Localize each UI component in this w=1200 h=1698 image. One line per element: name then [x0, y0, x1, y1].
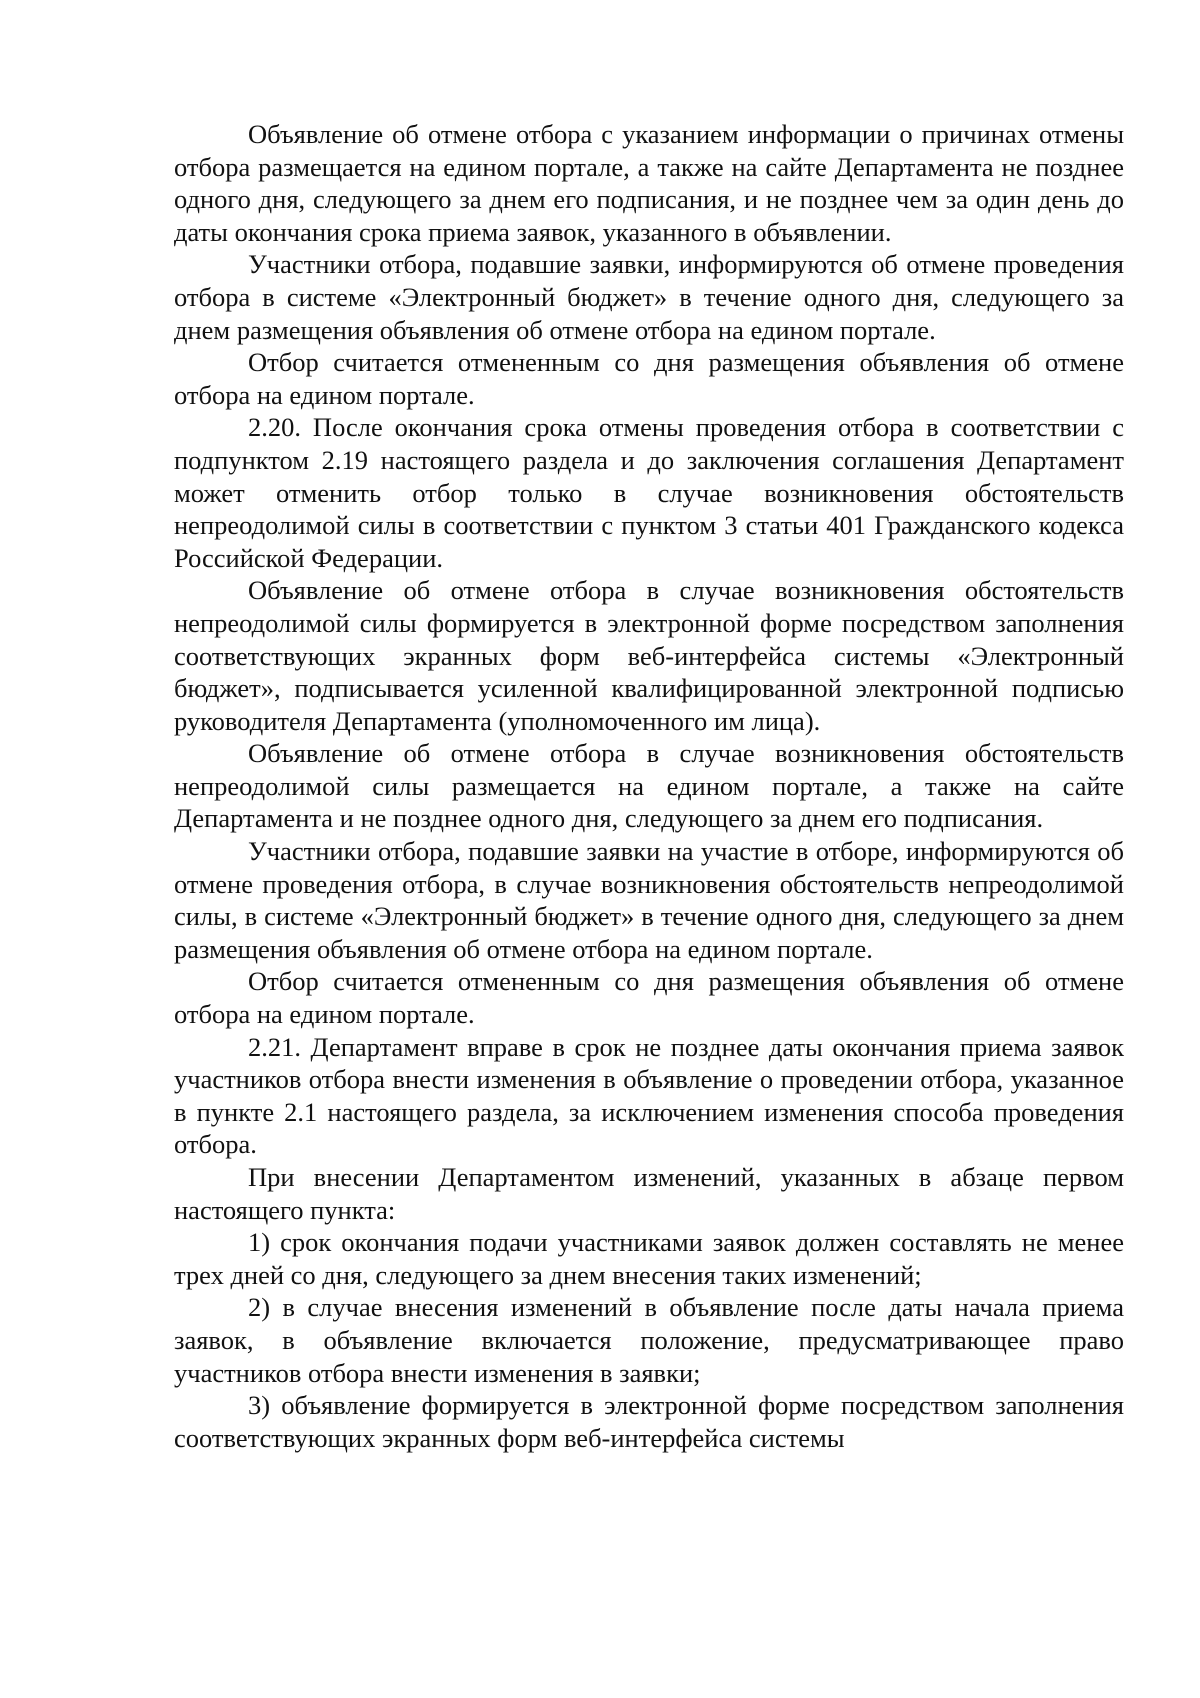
document-body — [174, 118, 1124, 1454]
paragraph-item-3: 3) объявление формируется в электронной форме посредством заполнения соответствующих экранных форм веб-интерфейса системы — [174, 1390, 1124, 1453]
paragraph-item-1: 1) срок окончания подачи участниками заявок должен составлять не менее трех дней со дня, следующего за днем внесения таких изменений; — [174, 1227, 1124, 1290]
paragraph-selection-cancelled-2: Отбор считается отмененным со дня размещения объявления об отмене отбора на едином портале. — [174, 966, 1124, 1030]
paragraph-clause-2-20: 2.20. После окончания срока отмены проведения отбора в соответствии с подпунктом 2.19 настоящего раздела и до заключения соглашения Департамент может отменить отбор только в случае возникновения обстоятельств непреодолимой силы в соответствии с пунктом 3 статьи 401 Гражданского кодекса Российской Федерации. — [174, 412, 1124, 573]
paragraph-force-majeure-notice-posting: Объявление об отмене отбора в случае возникновения обстоятельств непреодолимой силы размещается на едином портале, а также на сайте Департамента и не позднее одного дня, следующего за днем его подписания. — [174, 738, 1124, 834]
paragraph-item-2: 2) в случае внесения изменений в объявление после даты начала приема заявок, в объявление включается положение, предусматривающее право участников отбора внести изменения в заявки; — [174, 1292, 1124, 1388]
paragraph-cancellation-notice: Объявление об отмене отбора с указанием информации о причинах отмены отбора размещается на едином портале, а также на сайте Департамента не позднее одного дня, следующего за днем его подписания, и не позднее чем за один день до даты окончания срока приема заявок, указанного в объявлении. — [174, 119, 1124, 247]
paragraph-participants-informed: Участники отбора, подавшие заявки, информируются об отмене проведения отбора в системе «Электронный бюджет» в течение одного дня, следующего за днем размещения объявления об отмене отбора на едином портале. — [174, 249, 1124, 345]
paragraph-selection-cancelled: Отбор считается отмененным со дня размещения объявления об отмене отбора на едином портале. — [174, 347, 1124, 410]
paragraph-clause-2-21: 2.21. Департамент вправе в срок не позднее даты окончания приема заявок участников отбора внести изменения в объявление о проведении отбора, указанное в пункте 2.1 настоящего раздела, за исключением изменения способа проведения отбора. — [174, 1031, 1124, 1160]
paragraph-changes-intro: При внесении Департаментом изменений, указанных в абзаце первом настоящего пункта: — [174, 1162, 1124, 1225]
paragraph-force-majeure-notice-form: Объявление об отмене отбора в случае возникновения обстоятельств непреодолимой силы формируется в электронной форме посредством заполнения соответствующих экранных форм веб-интерфейса системы «Электронный бюджет», подписывается усиленной квалифицированной электронной подписью руководителя Департамента (уполномоченного им лица). — [174, 575, 1124, 736]
paragraph-force-majeure-participants: Участники отбора, подавшие заявки на участие в отборе, информируются об отмене проведения отбора, в случае возникновения обстоятельств непреодолимой силы, в системе «Электронный бюджет» в течение одного дня, следующего за днем размещения объявления об отмене отбора на едином портале. — [174, 836, 1124, 964]
